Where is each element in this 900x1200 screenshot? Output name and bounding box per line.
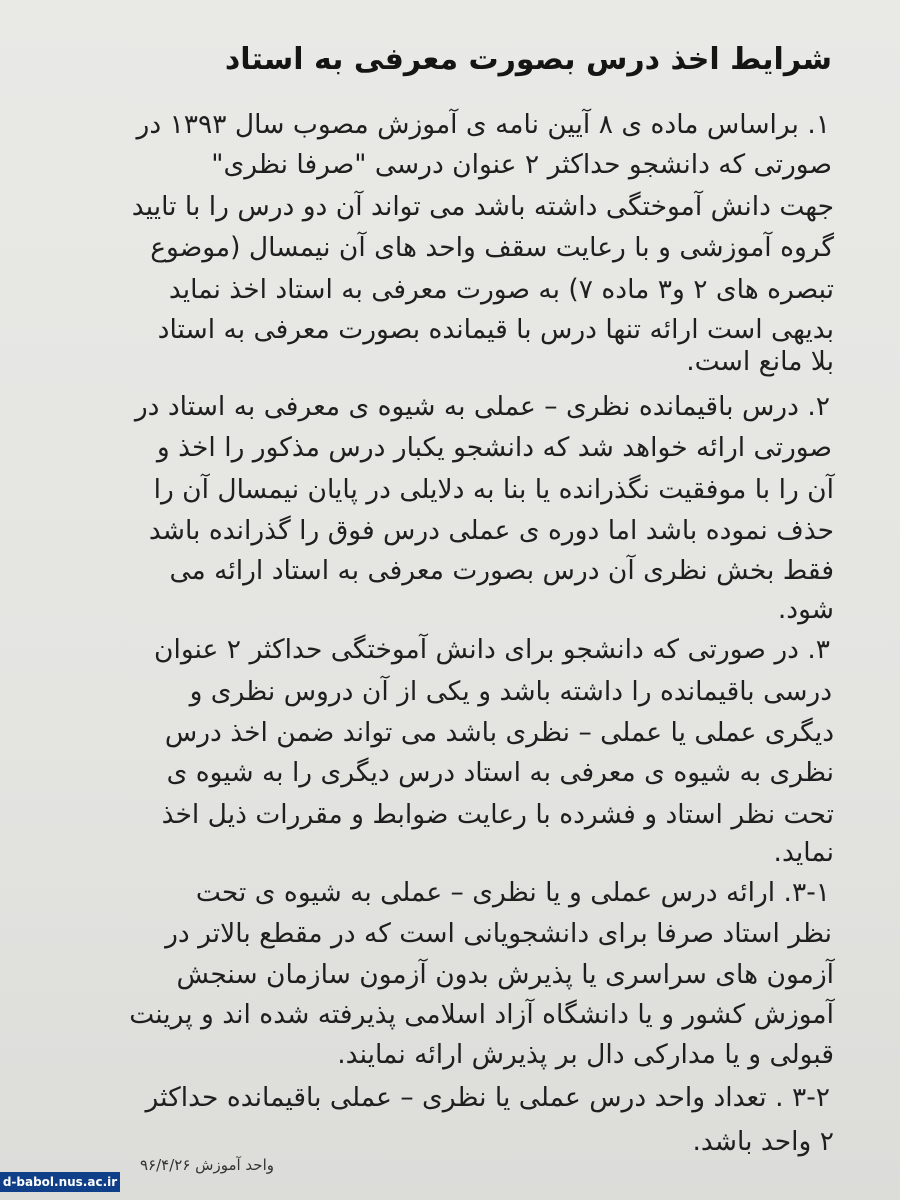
text-line-18: تحت نظر استاد و فشرده با رعایت ضوابط و مقررات ذیل اخذ bbox=[161, 799, 834, 830]
text-line-3: جهت دانش آموختگی داشته باشد می تواند آن دو درس را با تایید bbox=[131, 191, 834, 222]
text-line-9: صورتی ارائه خواهد شد که دانشجو یکبار درس مذکور را اخذ و bbox=[156, 432, 832, 463]
text-line-13: شود. bbox=[777, 594, 834, 625]
text-line-4: گروه آموزشی و با رعایت سقف واحد های آن نیمسال (موضوع bbox=[150, 232, 834, 263]
text-line-24: قبولی و یا مدارکی دال بر پذیرش ارائه نمایند. bbox=[337, 1039, 834, 1070]
page-title: شرایط اخذ درس بصورت معرفی به استاد bbox=[224, 42, 832, 77]
text-line-2: صورتی که دانشجو حداکثر ۲ عنوان درسی "صرفا نظری" bbox=[211, 149, 832, 180]
text-line-20: ۳-۱. ارائه درس عملی و یا نظری – عملی به شیوه ی تحت bbox=[195, 877, 830, 908]
text-line-1: ۱. براساس ماده ی ۸ آیین نامه ی آموزش مصوب سال ۱۳۹۳ در bbox=[136, 109, 830, 140]
text-line-25: ۳-۲ . تعداد واحد درس عملی یا نظری – عملی باقیمانده حداکثر bbox=[145, 1082, 830, 1113]
text-line-26: ۲ واحد باشد. bbox=[692, 1126, 834, 1157]
watermark-badge: d-babol.nus.ac.ir bbox=[0, 1172, 120, 1192]
text-line-8: ۲. درس باقیمانده نظری – عملی به شیوه ی معرفی به استاد در bbox=[134, 391, 830, 422]
text-line-19: نماید. bbox=[773, 837, 834, 868]
text-line-6: بدیهی است ارائه تنها درس با قیمانده بصورت معرفی به استاد bbox=[157, 314, 834, 345]
text-line-10: آن را با موفقیت نگذرانده یا بنا به دلایلی در پایان نیمسال آن را bbox=[153, 474, 834, 505]
text-line-15: درسی باقیمانده را داشته باشد و یکی از آن دروس نظری و bbox=[189, 676, 832, 707]
text-line-23: آموزش کشور و یا دانشگاه آزاد اسلامی پذیرفته شده اند و پرینت bbox=[129, 999, 834, 1030]
text-line-21: نظر استاد صرفا برای دانشجویانی است که در مقطع بالاتر در bbox=[165, 918, 832, 949]
text-line-12: فقط بخش نظری آن درس بصورت معرفی به استاد ارائه می bbox=[169, 555, 834, 586]
text-line-16: دیگری عملی یا عملی – نظری باشد می تواند ضمن اخذ درس bbox=[164, 717, 834, 748]
text-line-5: تبصره های ۲ و۳ ماده ۷) به صورت معرفی به استاد اخذ نماید bbox=[168, 274, 834, 305]
text-line-7: بلا مانع است. bbox=[686, 346, 834, 377]
text-line-22: آزمون های سراسری یا پذیرش بدون آزمون سازمان سنجش bbox=[176, 959, 834, 990]
footer-note: واحد آموزش ۹۶/۴/۲۶ bbox=[140, 1156, 274, 1174]
text-line-14: ۳. در صورتی که دانشجو برای دانش آموختگی حداکثر ۲ عنوان bbox=[154, 634, 830, 665]
text-line-11: حذف نموده باشد اما دوره ی عملی درس فوق را گذرانده باشد bbox=[148, 515, 834, 546]
text-line-17: نظری به شیوه ی معرفی به استاد درس دیگری را به شیوه ی bbox=[166, 757, 834, 788]
